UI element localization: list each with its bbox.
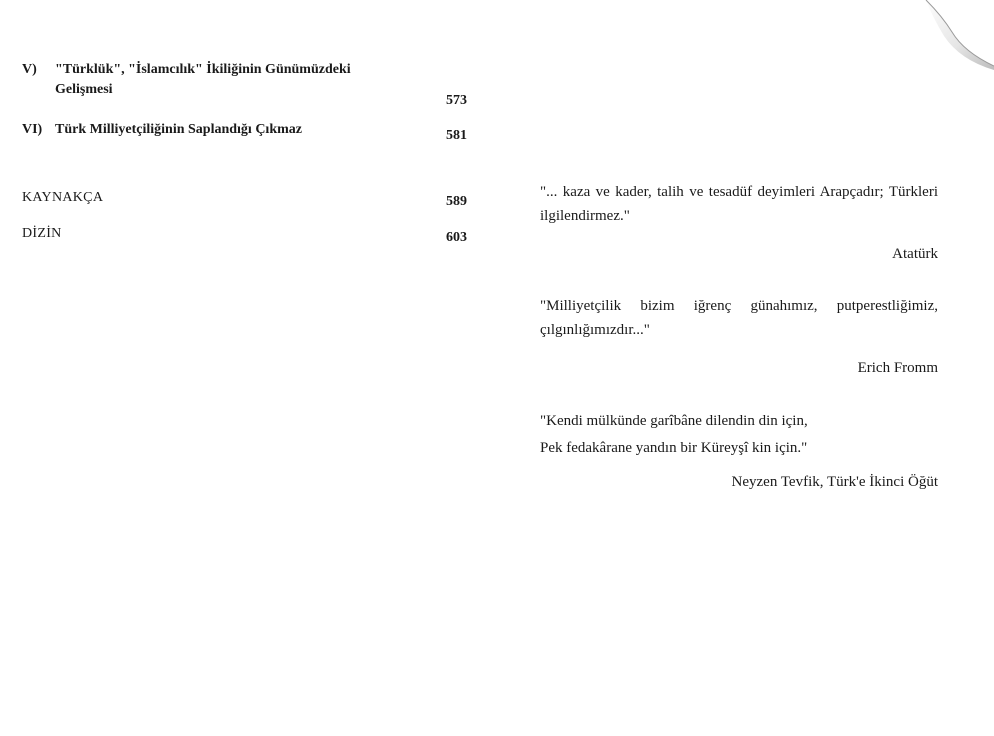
table-of-contents bbox=[22, 60, 467, 246]
quote-verse-line: Pek fedakârane yandın bir Küreyşî kin için." bbox=[540, 440, 808, 456]
toc-entry-dizin bbox=[22, 224, 467, 246]
toc-entry-title: Türk Milliyetçiliğinin Saplandığı Çıkmaz bbox=[55, 122, 302, 137]
quote-author: Neyzen Tevfik, Türk'e İkinci Öğüt bbox=[731, 474, 938, 490]
quote-text: "... kaza ve kader, talih ve tesadüf deyimleri Arapçadır; Türkleri ilgilendirmez." bbox=[540, 184, 938, 224]
quote-ataturk bbox=[540, 180, 938, 264]
toc-entry-title: "Türklük", "İslamcılık" İkiliğinin Günümüzdeki Gelişmesi bbox=[55, 62, 351, 97]
toc-entry-number: V) bbox=[22, 62, 37, 77]
toc-entry-title: DİZİN bbox=[22, 226, 62, 241]
page-curl-icon bbox=[924, 0, 994, 70]
epigraphs bbox=[540, 180, 938, 514]
toc-entry-page: 581 bbox=[446, 128, 467, 143]
toc-entry-title: KAYNAKÇA bbox=[22, 190, 104, 205]
quote-verse-line: "Kendi mülkünde garîbâne dilendin din için, bbox=[540, 413, 808, 429]
quote-text: "Milliyetçilik bizim iğrenç günahımız, putperestliğimiz, çılgınlığımızdır..." bbox=[540, 298, 938, 338]
quote-neyzen bbox=[540, 408, 938, 492]
toc-entry-vi bbox=[22, 120, 467, 142]
quote-author: Erich Fromm bbox=[857, 360, 938, 376]
toc-entry-v bbox=[22, 60, 467, 108]
quote-author: Atatürk bbox=[892, 246, 938, 262]
toc-entry-number: VI) bbox=[22, 122, 43, 137]
toc-entry-kaynakca bbox=[22, 188, 467, 210]
toc-entry-page: 603 bbox=[446, 230, 467, 245]
quote-fromm bbox=[540, 294, 938, 378]
toc-entry-page: 573 bbox=[446, 93, 467, 108]
toc-entry-page: 589 bbox=[446, 194, 467, 209]
